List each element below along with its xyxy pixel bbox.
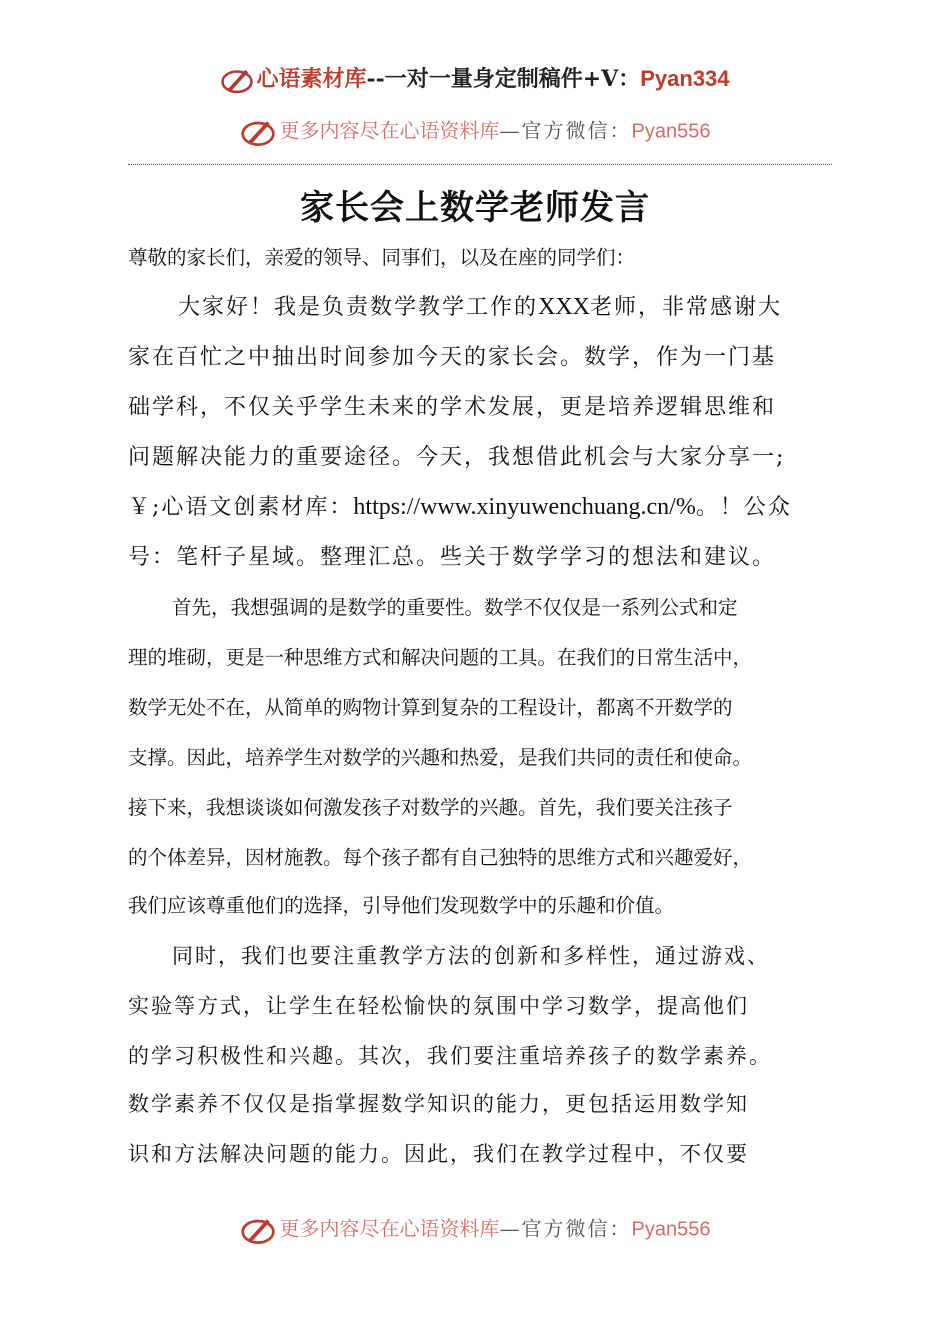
body-line: 支撑。因此，培养学生对数学的兴趣和热爱，是我们共同的责任和使命。: [128, 746, 753, 769]
body-line: 数学素养不仅仅是指掌握数学知识的能力，更包括运用数学知: [128, 1092, 749, 1116]
body-line: 尊敬的家长们，亲爱的领导、同事们，以及在座的同学们：: [128, 246, 636, 269]
banner-wechat-id: Pyan556: [631, 120, 711, 143]
body-line: 接下来，我想谈谈如何激发孩子对数学的兴趣。首先，我们要关注孩子: [128, 796, 733, 819]
body-line: 的个体差异，因材施教。每个孩子都有自己独特的思维方式和兴趣爱好，: [128, 846, 753, 869]
pen-nib-logo-icon: [240, 114, 276, 150]
body-line: 我们应该尊重他们的选择，引导他们发现数学中的乐趣和价值。: [128, 894, 675, 917]
body-line: 理的堆砌，更是一种思维方式和解决问题的工具。在我们的日常生活中，: [128, 646, 753, 669]
body-line: 识和方法解决问题的能力。因此，我们在教学过程中，不仅要: [128, 1142, 749, 1166]
body-line: 大家好！我是负责数学教学工作的XXX老师，非常感谢大: [178, 294, 783, 320]
body-line: 础学科，不仅关乎学生未来的学术发展，更是培养逻辑思维和: [128, 395, 777, 420]
pen-nib-logo-icon: [240, 1212, 276, 1248]
website-url: https://www.xinyuwenchuang.cn/%: [353, 494, 696, 520]
header-contact: Pyan334: [640, 66, 730, 91]
body-line: 首先，我想强调的是数学的重要性。数学不仅仅是一系列公式和定: [172, 596, 738, 619]
banner-dash: —: [499, 118, 522, 143]
banner-text: 更多内容尽在心语资料库: [279, 1216, 500, 1241]
body-line: 实验等方式，让学生在轻松愉快的氛围中学习数学，提高他们: [128, 994, 749, 1018]
promo-banner-bottom: [0, 1212, 950, 1248]
body-line: 问题解决能力的重要途径。今天，我想借此机会与大家分享一;: [128, 445, 786, 470]
banner-wechat-id: Pyan556: [631, 1218, 711, 1241]
body-line: ￥;心语文创素材库：https://www.xinyuwenchuang.cn/%。！公众: [128, 494, 792, 520]
banner-wechat-label: 官方微信：: [521, 1216, 632, 1241]
brand-name: 心语素材库: [256, 66, 367, 92]
header-divider: [128, 164, 832, 165]
body-line: 号：笔杆子星域。整理汇总。些关于数学学习的想法和建议。: [128, 545, 777, 570]
promo-banner-top: [0, 114, 950, 150]
banner-dash: —: [499, 1216, 522, 1241]
banner-text: 更多内容尽在心语资料库: [279, 118, 500, 143]
header-slogan: --一对一量身定制稿件+V：: [366, 66, 641, 92]
body-line: 的学习积极性和兴趣。其次，我们要注重培养孩子的数学素养。: [128, 1044, 772, 1068]
header-line: [0, 62, 950, 97]
banner-wechat-label: 官方微信：: [521, 118, 632, 143]
body-line: 家在百忙之中抽出时间参加今天的家长会。数学，作为一门基: [128, 345, 777, 370]
body-line: 数学无处不在，从简单的购物计算到复杂的工程设计，都离不开数学的: [128, 696, 733, 719]
document-title: 家长会上数学老师发言: [300, 188, 650, 228]
pen-nib-logo-icon: [220, 63, 254, 97]
body-line: 同时，我们也要注重教学方法的创新和多样性，通过游戏、: [172, 944, 770, 968]
